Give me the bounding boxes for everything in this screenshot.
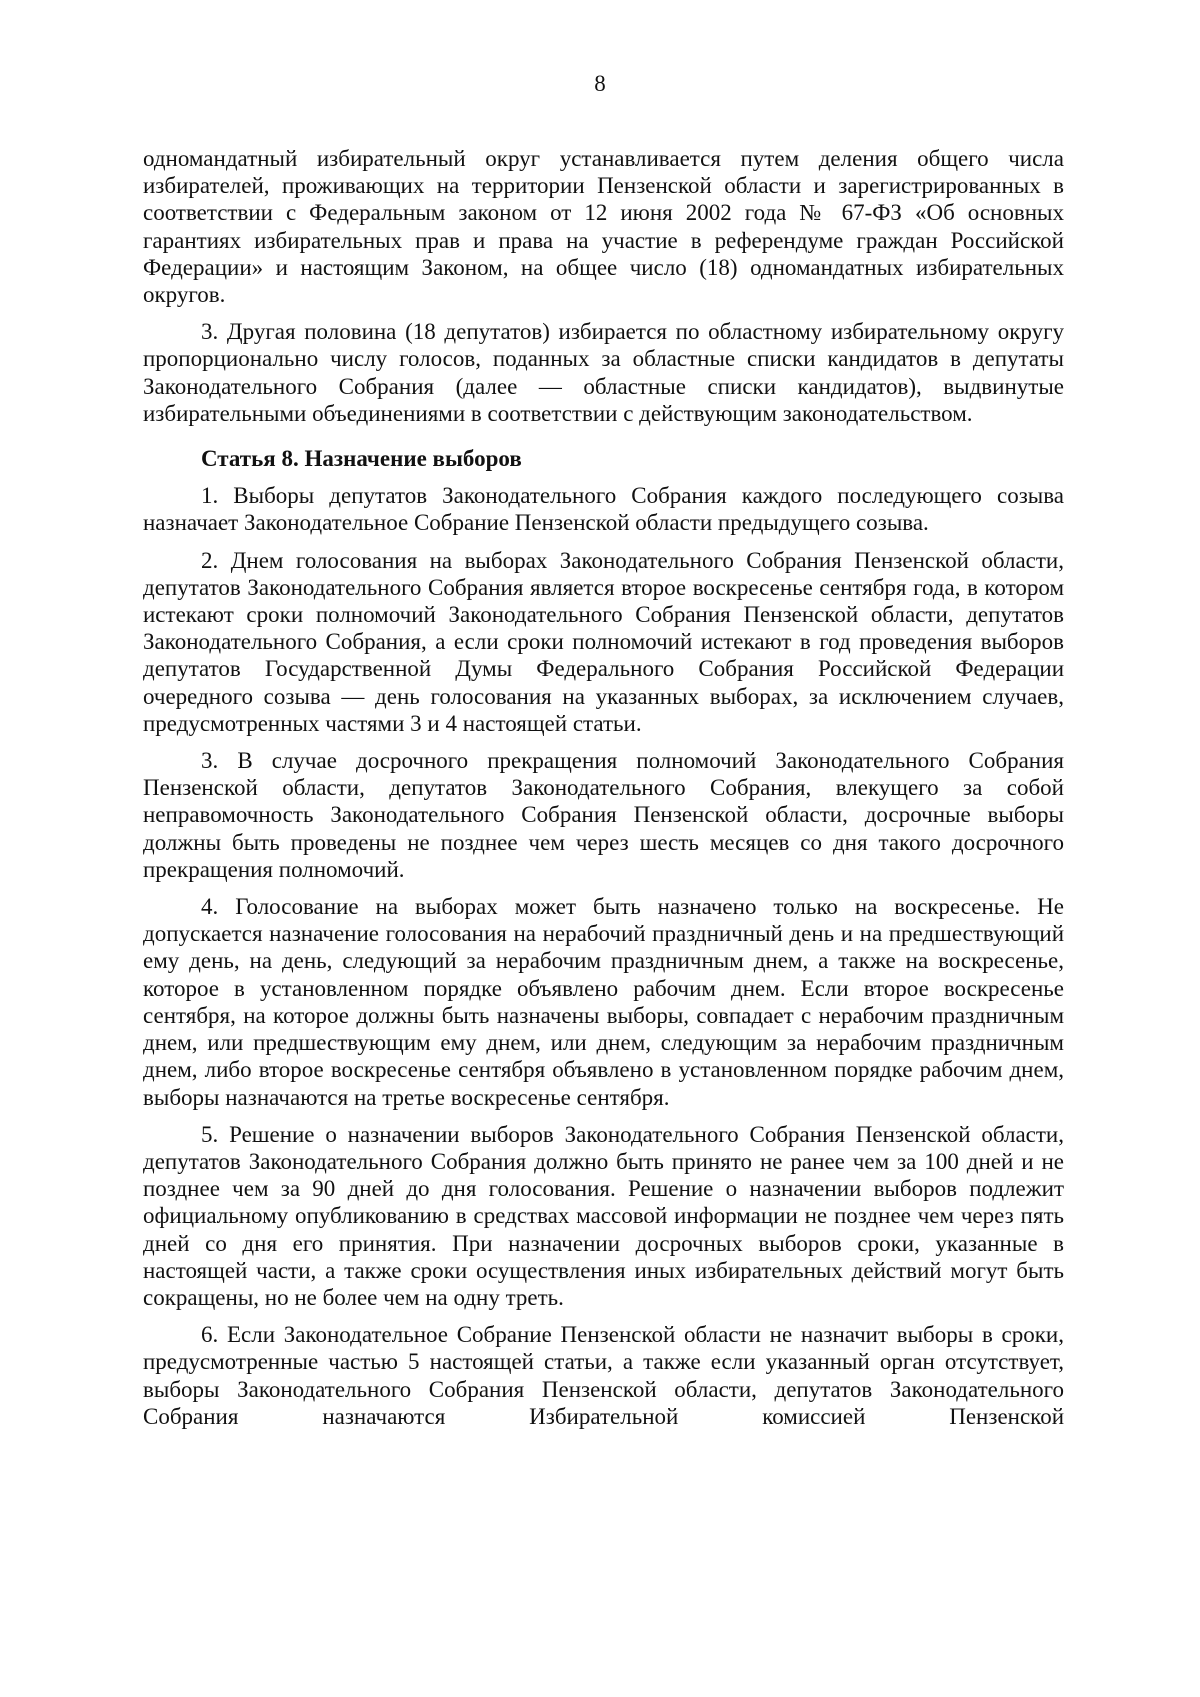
- paragraph-continued: одномандатный избирательный округ устанавливается путем деления общего числа избирателей, проживающих на территории Пензенской области и зарегистрированных в соответствии с Федеральным законом от 12 июня 2002 года № 67-ФЗ «Об основных гарантиях избирательных прав и права на участие в референдуме граждан Российской Федерации» и настоящим Законом, на общее число (18) одномандатных избирательных округов.: [143, 146, 1064, 308]
- article-8-paragraph-2: 2. Днем голосования на выборах Законодательного Собрания Пензенской области, депутатов Законодательного Собрания является второе воскресенье сентября года, в котором истекают сроки полномочий Законодательного Собрания Пензенской области, депутатов Законодательного Собрания, а если сроки полномочий истекают в год проведения выборов депутатов Государственной Думы Федерального Собрания Российской Федерации очередного созыва — день голосования на указанных выборах, за исключением случаев, предусмотренных частями 3 и 4 настоящей статьи.: [143, 547, 1064, 736]
- article-8-paragraph-3: 3. В случае досрочного прекращения полномочий Законодательного Собрания Пензенской области, депутатов Законодательного Собрания, влекущего за собой неправомочность Законодательного Собрания Пензенской области, досрочные выборы должны быть проведены не позднее чем через шесть месяцев со дня такого досрочного прекращения полномочий.: [143, 748, 1064, 882]
- article-8-paragraph-5: 5. Решение о назначении выборов Законодательного Собрания Пензенской области, депутатов Законодательного Собрания должно быть принято не ранее чем за 100 дней и не позднее чем за 90 дней до дня голосования. Решение о назначении выборов подлежит официальному опубликованию в средствах массовой информации не позднее чем через пять дней со дня его принятия. При назначении досрочных выборов сроки, указанные в настоящей части, а также сроки осуществления иных избирательных действий могут быть сокращены, но не более чем на одну треть.: [143, 1121, 1064, 1310]
- page-number: 8: [594, 71, 606, 96]
- document-body: [143, 145, 1064, 1440]
- article-heading: Статья 8. Назначение выборов: [201, 446, 522, 472]
- paragraph-7-3: 3. Другая половина (18 депутатов) избирается по областному избирательному округу пропорционально числу голосов, поданных за областные списки кандидатов в депутаты Законодательного Собрания (далее — областные списки кандидатов), выдвинутые избирательными объединениями в соответствии с действующим законодательством.: [143, 319, 1064, 426]
- article-8-paragraph-1: 1. Выборы депутатов Законодательного Собрания каждого последующего созыва назначает Законодательное Собрание Пензенской области предыдущего созыва.: [143, 483, 1064, 536]
- article-8-paragraph-4: 4. Голосование на выборах может быть назначено только на воскресенье. Не допускается назначение голосования на нерабочий праздничный день и на предшествующий ему день, на день, следующий за нерабочим праздничным днем, а также на воскресенье, которое в установленном порядке объявлено рабочим днем. Если второе воскресенье сентября, на которое должны быть назначены выборы, совпадает с нерабочим праздничным днем, или предшествующим ему днем, или днем, следующим за нерабочим праздничным днем, либо второе воскресенье сентября объявлено в установленном порядке рабочим днем, выборы назначаются на третье воскресенье сентября.: [143, 894, 1064, 1110]
- article-8-paragraph-6: 6. Если Законодательное Собрание Пензенской области не назначит выборы в сроки, предусмотренные частью 5 настоящей статьи, а также если указанный орган отсутствует, выборы Законодательного Собрания Пензенской области, депутатов Законодательного Собрания назначаются Избирательной комиссией Пензенской: [143, 1322, 1064, 1429]
